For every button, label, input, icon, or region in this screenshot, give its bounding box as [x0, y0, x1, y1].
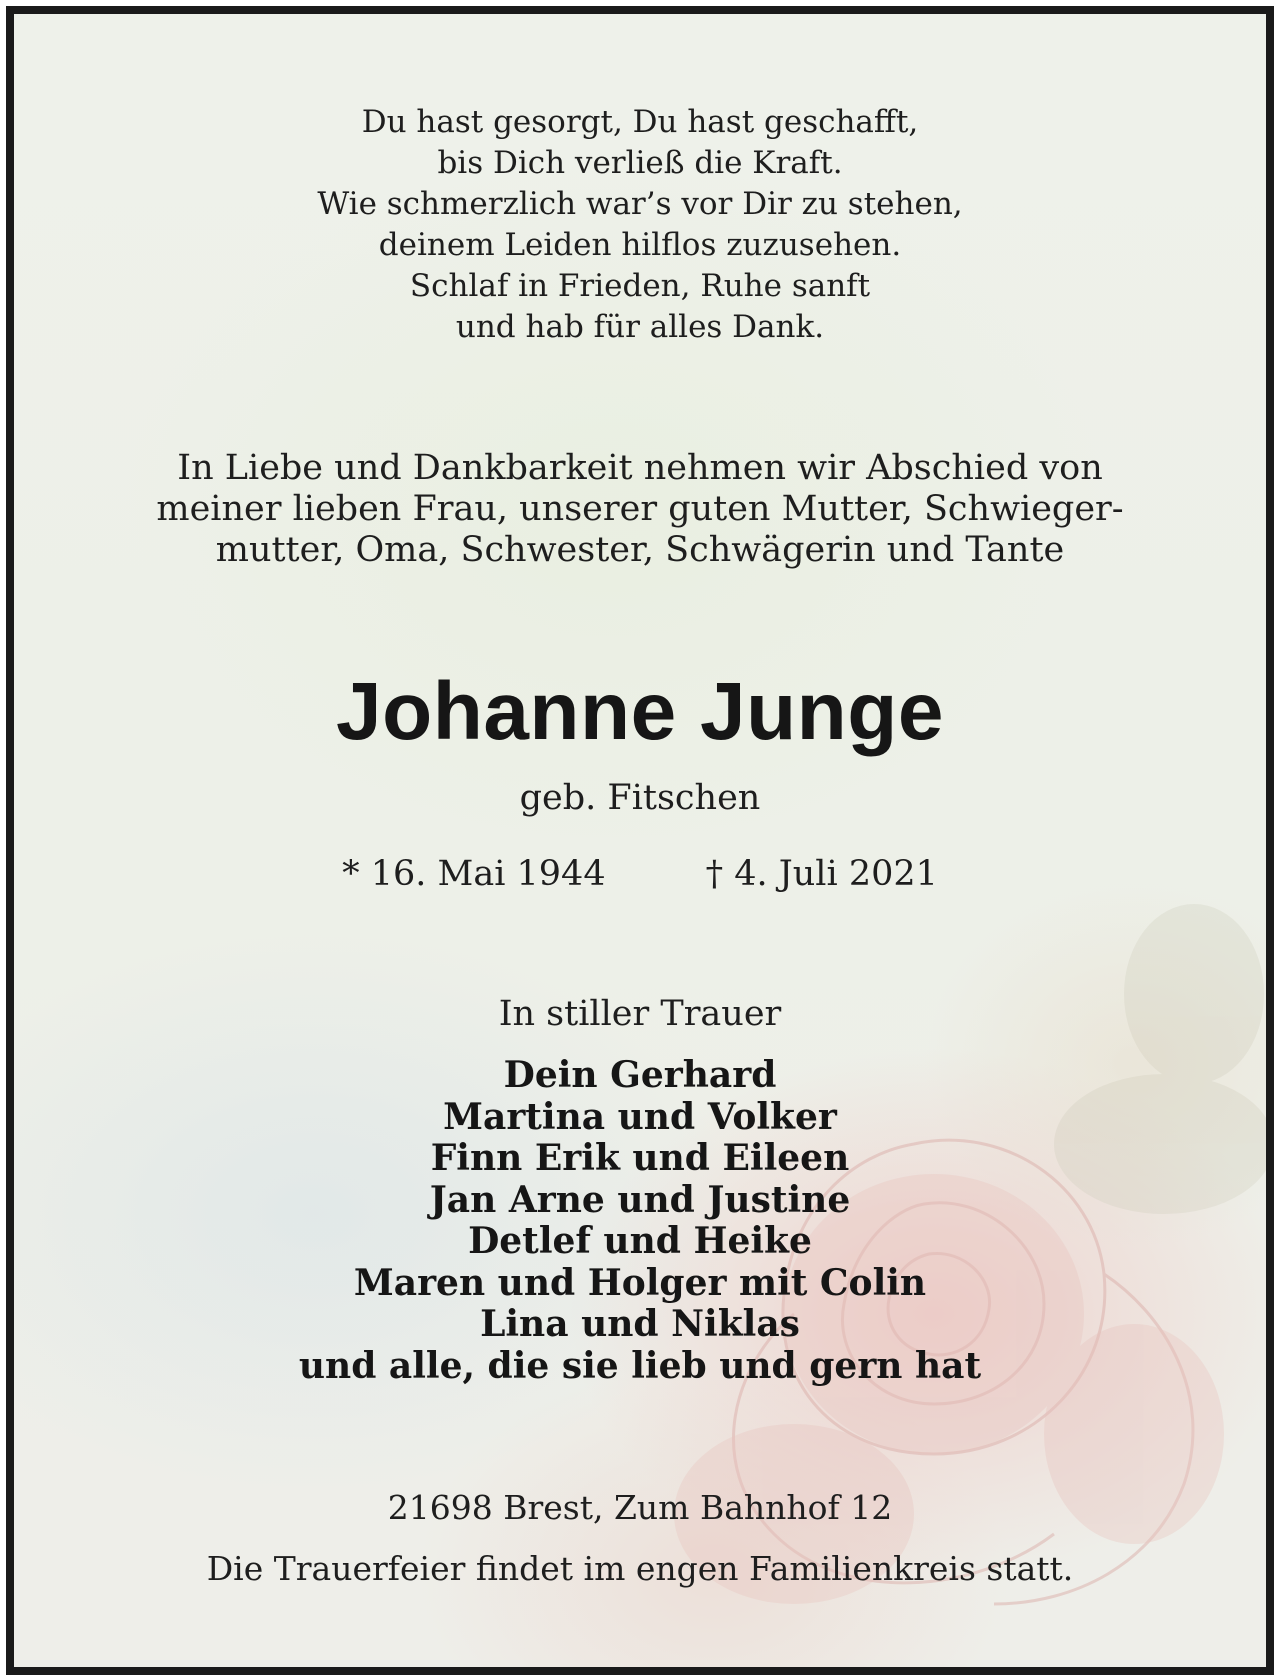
poem-line: Schlaf in Frieden, Ruhe sanft [409, 268, 871, 304]
family-address: 21698 Brest, Zum Bahnhof 12 [387, 1488, 893, 1527]
mourner-entry: Martina und Volker [443, 1095, 837, 1138]
mourner-entry: Detlef und Heike [468, 1220, 812, 1262]
farewell-line: In Liebe und Dankbarkeit nehmen wir Abschied von [177, 448, 1103, 488]
maiden-name: geb. Fitschen [519, 778, 761, 818]
life-dates [14, 852, 1266, 896]
farewell-line: mutter, Oma, Schwester, Schwägerin und Tante [215, 530, 1065, 570]
funeral-notice: Die Trauerfeier findet im engen Familienkreis statt. [206, 1549, 1074, 1588]
mourner-entry: Dein Gerhard [503, 1054, 777, 1096]
death-date: † 4. Juli 2021 [705, 854, 938, 894]
farewell-line: meiner lieben Frau, unserer guten Mutter, Schwieger- [156, 489, 1124, 529]
mourner-entry: Maren und Holger mit Colin [353, 1261, 927, 1304]
mourner-entry: und alle, die sie lieb und gern hat [298, 1344, 982, 1387]
mourners-title: In stiller Trauer [498, 994, 782, 1034]
poem-line: bis Dich verließ die Kraft. [437, 145, 843, 181]
poem-line: Du hast gesorgt, Du hast geschafft, [361, 104, 919, 140]
poem-line: deinem Leiden hilflos zuzusehen. [378, 227, 902, 263]
mourner-entry: Finn Erik und Eileen [430, 1137, 850, 1179]
mourners-list [14, 1055, 1266, 1387]
birth-date: * 16. Mai 1944 [342, 854, 606, 894]
mourner-entry: Jan Arne und Justine [429, 1178, 851, 1221]
deceased-name: Johanne Junge [336, 666, 944, 757]
poem-line: und hab für alles Dank. [455, 309, 825, 345]
obituary-content [14, 14, 1266, 1667]
farewell-text [14, 448, 1266, 571]
obituary-card [6, 6, 1274, 1675]
mourner-entry: Lina und Niklas [480, 1303, 800, 1345]
poem-line: Wie schmerzlich war’s vor Dir zu stehen, [317, 186, 963, 222]
poem [14, 102, 1266, 348]
